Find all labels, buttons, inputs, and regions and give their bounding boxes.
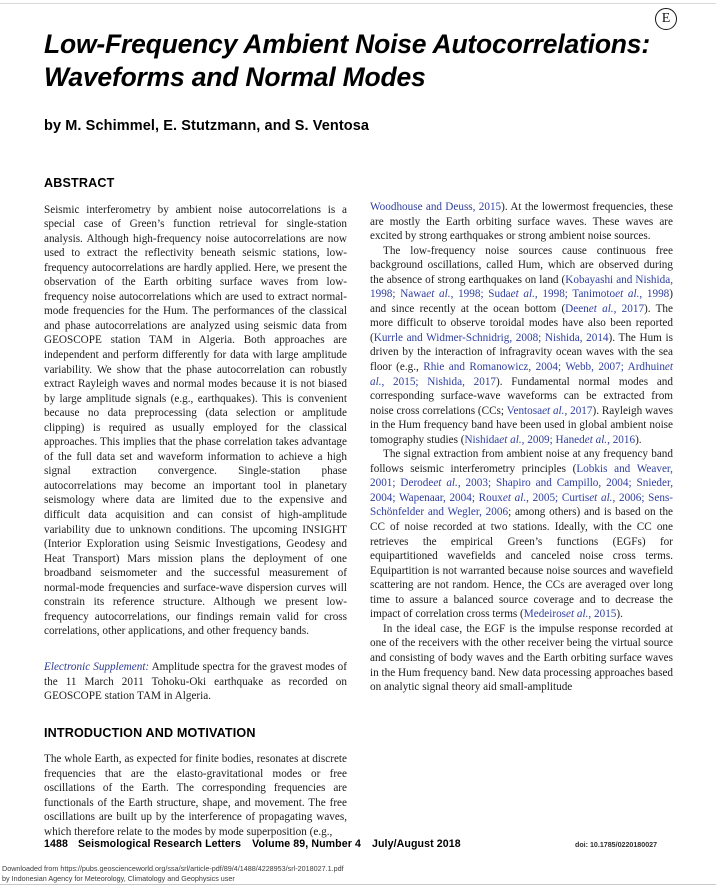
citation-etal: et al. bbox=[588, 302, 614, 315]
citation-link[interactable]: Sens-Schönfelder and Wegler, 2006 bbox=[370, 491, 674, 519]
page-bottom-rule bbox=[0, 884, 716, 885]
citation-year[interactable]: , 2017 bbox=[613, 302, 645, 315]
p2-h: ). The Hum is driven by the interaction of infragravity ocean waves with the sea floor (e.g., bbox=[370, 331, 673, 374]
p3-a: The signal extraction from ambient noise at any frequency band follows seismic interferometry principles ( bbox=[370, 448, 673, 475]
p2-a: The low-frequency noise sources cause continuous free background oscillations, called Hum, which are observed during the absence of strong earthquakes on land ( bbox=[370, 244, 673, 286]
introduction-heading: INTRODUCTION AND MOTIVATION bbox=[44, 725, 256, 740]
p2-l: ). Fundamental normal modes and corresponding surface-wave waveforms can be extracted from noise cross correlations (CCs; bbox=[370, 375, 673, 417]
citation-link[interactable]: Lobkis and Weaver, 2001 bbox=[370, 462, 673, 490]
citation-year[interactable]: , 2009 bbox=[521, 433, 550, 446]
footer-volume-issue: Volume 89, Number 4 bbox=[252, 838, 361, 850]
page-top-rule bbox=[0, 3, 716, 4]
citation-link[interactable]: Ventosa bbox=[506, 404, 543, 417]
download-watermark-line-2: by Indonesian Agency for Meteorology, Climatology and Geophysics user bbox=[2, 873, 235, 883]
citation-link[interactable]: Wapenaar, 2004 bbox=[398, 491, 472, 504]
citation-link[interactable]: Curtis bbox=[561, 491, 590, 504]
page-footer bbox=[44, 838, 461, 850]
download-watermark-line-1: Downloaded from https://pubs.geoscienceworld.org/ssa/srl/article-pdf/89/4/1488/4228953/srl-2018027.1.pdf bbox=[2, 864, 344, 873]
p3-i: ; among others) and is based on the CC of noise recorded at two stations. Ideally, with the CC one retrieves the empirical Green’s functions (EGFs) for equipartitioned wavefields and canceled noise cross terms. Equipartition is not warranted because noise sources and wavefield scattering are not random. Hence, the CCs are averaged over long time to assure a balanced source coverage and to decrease the impact of correlation cross terms ( bbox=[370, 506, 673, 621]
p3-g: ; bbox=[555, 491, 562, 504]
citation-year[interactable]: , 1998 bbox=[450, 288, 481, 301]
citation-link[interactable]: Nawa bbox=[400, 288, 427, 301]
footer-issue-date: July/August 2018 bbox=[371, 838, 461, 850]
citation-etal: et al. bbox=[370, 361, 673, 388]
footer-journal-name: Seismological Research Letters bbox=[77, 838, 242, 850]
intro-paragraph-3 bbox=[370, 447, 673, 622]
citation-year[interactable]: , 2015 bbox=[588, 608, 617, 621]
citation-year[interactable]: , 1998 bbox=[639, 288, 670, 301]
citation-link[interactable]: Nishida, 2014 bbox=[544, 331, 609, 344]
citation-link[interactable]: Derode bbox=[400, 477, 434, 490]
intro-paragraph-2 bbox=[370, 244, 673, 448]
footer-page-number: 1488 bbox=[44, 838, 68, 850]
page-title-line-2: Waveforms and Normal Modes bbox=[44, 62, 426, 92]
p2-n: ; bbox=[549, 433, 556, 446]
citation-year[interactable]: , 2005 bbox=[526, 491, 556, 504]
spacer bbox=[44, 639, 347, 660]
p3-c: ; bbox=[487, 477, 496, 490]
p2-e: ) and since recently at the ocean bottom ( bbox=[370, 288, 673, 315]
citation-etal: et al. bbox=[584, 433, 608, 446]
p3-f: ; bbox=[471, 491, 479, 504]
citation-year[interactable]: , 2016 bbox=[607, 433, 636, 446]
electronic-supplement-note bbox=[44, 660, 347, 704]
citation-link[interactable]: Tanimoto bbox=[572, 288, 616, 301]
intro-p1-text-b: ). At the lowermost frequencies, these are mostly the Earth orbiting surface waves. These waves are excited by strong earthquakes or strong ambient noise sources. bbox=[370, 201, 673, 243]
citation-link[interactable]: Nishida bbox=[464, 433, 500, 446]
column-left bbox=[44, 176, 347, 839]
citation-year[interactable]: , 1998 bbox=[534, 288, 565, 301]
citation-etal: et al. bbox=[542, 404, 565, 417]
p2-g: ; bbox=[538, 331, 545, 344]
citation-link[interactable]: Woodhouse and Deuss, 2015 bbox=[370, 201, 502, 213]
intro-paragraph-4: In the ideal case, the EGF is the impulse response recorded at one of the receivers with the other receiver being the virtual source and consisting of body waves and the Earth orbiting surface waves in the Hum frequency band. New data processing approaches based on analytic signal theory aid small-amplitude bbox=[370, 622, 673, 694]
electronic-supplement-text: Amplitude spectra for the gravest modes of the 11 March 2011 Tohoku-Oki earthquake as recorded on GEOSCOPE station TAM in Algeria. bbox=[44, 660, 347, 703]
citation-etal: et al. bbox=[502, 491, 527, 504]
p2-d: ; bbox=[564, 288, 573, 301]
citation-link[interactable]: Shapiro and Campillo, 2004 bbox=[495, 477, 629, 490]
intro-paragraph-1-left bbox=[44, 752, 347, 839]
p3-h: ; bbox=[641, 491, 649, 504]
citation-link[interactable]: Haned bbox=[555, 433, 585, 446]
p2-j: ; bbox=[620, 361, 628, 374]
intro-p1-text-a: The whole Earth, as expected for finite bodies, resonates at discrete frequencies that are the elasto-gravitational modes or free oscillations of the Earth. The corresponding frequencies are functionals of the Earth structure, shape, and movement. The free oscillations are built up by the interference of propagating waves, which therefore relate to the modes by mode superposition (e.g., bbox=[44, 753, 347, 838]
p2-f: ). The more difficult to observe toroidal modes have also been reported ( bbox=[370, 302, 673, 344]
author-byline: by M. Schimmel, E. Stutzmann, and S. Ventosa bbox=[44, 118, 370, 134]
citation-etal: et al. bbox=[566, 608, 589, 621]
citation-year[interactable]: , 2017 bbox=[564, 404, 593, 417]
p2-o: ). bbox=[635, 433, 642, 446]
citation-link[interactable]: Snieder, 2004 bbox=[370, 477, 674, 504]
p3-b: ; bbox=[392, 477, 401, 490]
citation-link[interactable]: Rhie and Romanowicz, 2004 bbox=[423, 361, 558, 374]
p3-d: ; bbox=[628, 477, 637, 490]
column-right bbox=[370, 200, 673, 695]
citation-link[interactable]: Webb, 2007 bbox=[565, 361, 621, 374]
citation-link[interactable]: Suda bbox=[488, 288, 511, 301]
citation-etal: et al. bbox=[510, 288, 535, 301]
citation-etal: et al. bbox=[615, 288, 640, 301]
citation-year[interactable]: , 2006 bbox=[612, 491, 642, 504]
citation-year[interactable]: , 2003 bbox=[457, 477, 488, 490]
citation-link[interactable]: Nishida, 2017 bbox=[427, 375, 497, 388]
p2-b: ; bbox=[392, 288, 401, 301]
p2-k: ; bbox=[415, 375, 428, 388]
citation-link[interactable]: Roux bbox=[478, 491, 503, 504]
page-title-line-1: Low-Frequency Ambient Noise Autocorrelations: bbox=[44, 29, 650, 59]
citation-etal: et al. bbox=[426, 288, 451, 301]
citation-year[interactable]: , 2015 bbox=[381, 375, 416, 388]
citation-link[interactable]: Kurrle and Widmer-Schnidrig, 2008 bbox=[373, 331, 539, 344]
abstract-paragraph: Seismic interferometry by ambient noise autocorrelations is a special case of Green’s function retrieval for single-station analysis. Although high-frequency noise autocorrelations are now used to extract the reflectivity beneath seismic stations, low-frequency autocorrelations are hardly applied. Here, we present the observation of the Earth orbiting surface waves from low-frequency noise autocorrelations which are used to extract normal-mode frequencies for the Hum. The performances of the classical and phase autocorrelations are analyzed using seismic data from GEOSCOPE station TAM in Algeria. Both approaches are independent and perform differently for data with large amplitude variability. We show that the phase autocorrelation can robustly extract Rayleigh waves and normal modes because it is not biased by large amplitude signals (e.g., earthquakes). This is convenient because no data preprocessing (data selection or amplitude clipping) is required as usually employed for the classical approaches. This implies that the phase correlation takes advantage of the full data set and waveform information to achieve a high signal extraction convergence. Single-station phase autocorrelations may become an important tool in planetary seismology where data are limited due to the expensive and difficult data acquisition and can consist of high-amplitude variability due to unknown conditions. The upcoming INSIGHT (Interior Exploration using Seismic Investigations, Geodesy and Heat Transport) Mars mission plans the deployment of one broadband seismometer and the successful measurement of normal-mode frequencies and surface-wave dispersion curves will constrain its reference structure. Although we present low-frequency autocorrelations, our findings remain valid for cross correlations, other applications, and other frequency bands. bbox=[44, 203, 347, 638]
abstract-heading: ABSTRACT bbox=[44, 176, 115, 190]
citation-etal: et al. bbox=[433, 477, 458, 490]
page-title bbox=[44, 28, 684, 94]
citation-etal: et al. bbox=[589, 491, 613, 504]
citation-link[interactable]: Ardhuin bbox=[627, 361, 665, 374]
electronic-supplement-icon: E bbox=[655, 8, 677, 30]
download-watermark bbox=[2, 864, 344, 883]
citation-etal: et al. bbox=[499, 433, 522, 446]
p2-c: ; bbox=[480, 288, 489, 301]
citation-link[interactable]: Medeiros bbox=[523, 608, 567, 621]
intro-paragraph-1-cont bbox=[370, 200, 673, 244]
citation-link[interactable]: Kobayashi and Nishida, 1998 bbox=[370, 273, 673, 301]
p2-m: ). Rayleigh waves in the Hum frequency band have been used in global ambient noise tomography studies ( bbox=[370, 404, 673, 446]
p2-i: ; bbox=[557, 361, 566, 374]
p3-e: ; bbox=[392, 491, 399, 504]
p3-j: ). bbox=[616, 608, 623, 621]
citation-link[interactable]: Deen bbox=[565, 302, 589, 315]
electronic-supplement-label[interactable]: Electronic Supplement: bbox=[44, 660, 150, 673]
footer-doi[interactable]: doi: 10.1785/0220180027 bbox=[575, 841, 658, 849]
